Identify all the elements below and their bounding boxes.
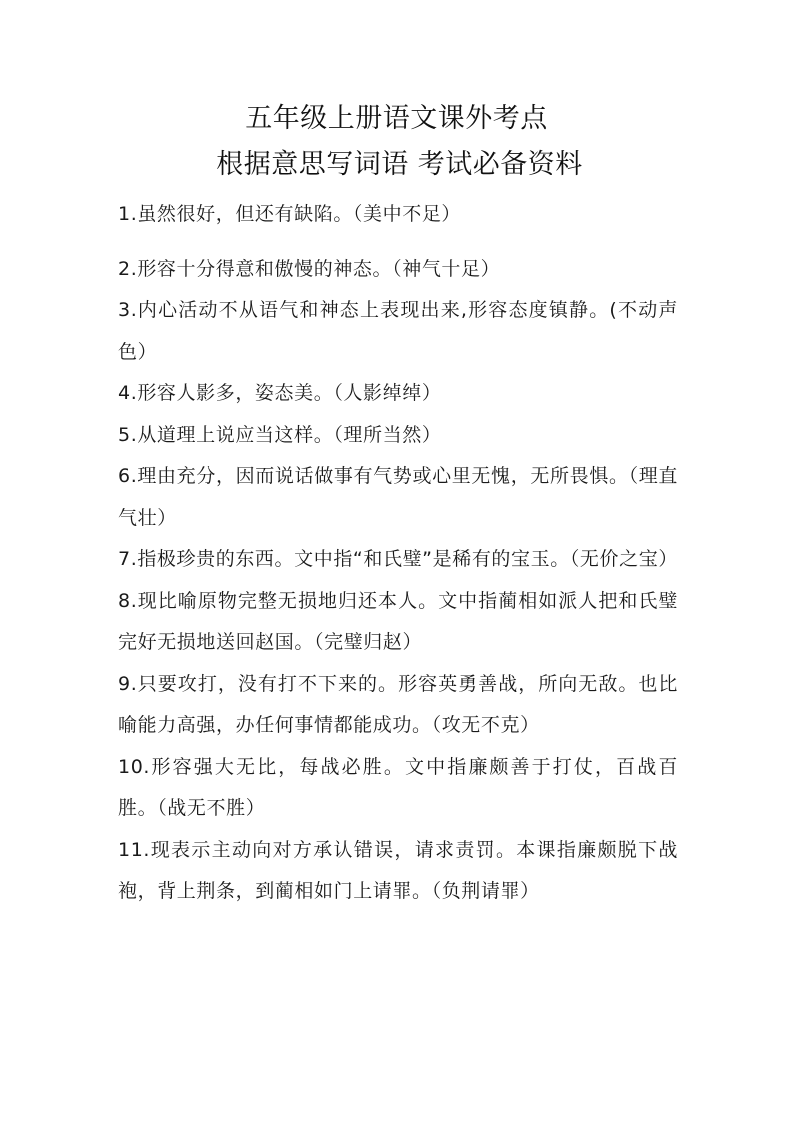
document-title: 五年级上册语文课外考点 — [245, 103, 548, 134]
list-item: 2.形容十分得意和傲慢的神态。（神气十足） — [118, 257, 501, 280]
list-item: 9.只要攻打，没有打不下来的。形容英勇善战，所向无敌。也比喻能力高强，办任何事情都能成功。（攻无不克） — [118, 672, 678, 736]
list-item: 1.虽然很好，但还有缺陷。（美中不足） — [118, 203, 462, 225]
list-item: 3.内心活动不从语气和神态上表现出来,形容态度镇静。(不动声色） — [118, 299, 678, 363]
list-item: 8.现比喻原物完整无损地归还本人。文中指蔺相如派人把和氏璧完好无损地送回赵国。（完璧归赵） — [118, 589, 678, 653]
list-item: 7.指极珍贵的东西。文中指“和氏璧”是稀有的宝玉。（无价之宝） — [118, 548, 678, 570]
list-item: 6.理由充分，因而说话做事有气势或心里无愧，无所畏惧。（理直气壮） — [118, 465, 678, 529]
list-item: 11.现表示主动向对方承认错误，请求责罚。本课指廉颇脱下战袍，背上荆条，到蔺相如门上请罪。（负荆请罪） — [118, 838, 678, 902]
list-item: 5.从道理上说应当这样。（理所当然） — [118, 423, 442, 446]
list-item: 4.形容人影多，姿态美。（人影绰绰） — [118, 382, 442, 404]
vocabulary-list — [118, 194, 678, 913]
document-subtitle: 根据意思写词语 考试必备资料 — [216, 149, 583, 180]
list-item: 10.形容强大无比，每战必胜。文中指廉颇善于打仗，百战百胜。（战无不胜） — [118, 755, 678, 819]
